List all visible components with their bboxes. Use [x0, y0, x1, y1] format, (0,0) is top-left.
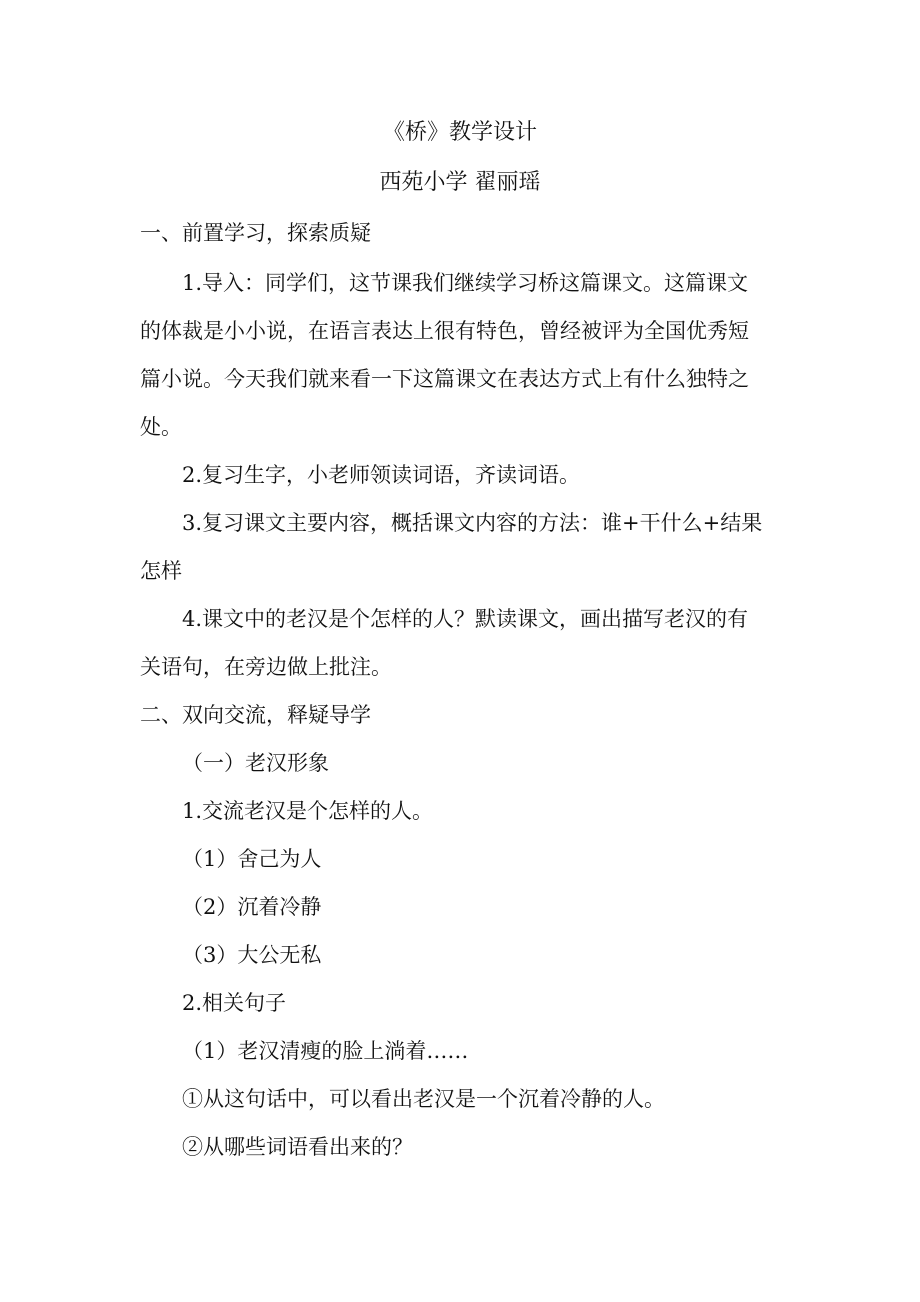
paragraph-4-line-1: 4.课文中的老汉是个怎样的人？默读课文，画出描写老汉的有: [182, 607, 749, 631]
trait-3: （3）大公无私: [182, 943, 322, 967]
paragraph-1-line-1: 1.导入：同学们，这节课我们继续学习桥这篇课文。这篇课文: [182, 271, 749, 295]
section-1-heading: 一、前置学习，探索质疑: [140, 221, 371, 245]
sentence-1: （1）老汉清瘦的脸上淌着……: [182, 1039, 469, 1063]
question-1: ①从这句话中，可以看出老汉是一个沉着冷静的人。: [182, 1087, 665, 1111]
item-2: 2.相关句子: [182, 991, 287, 1015]
section-2-heading: 二、双向交流，释疑导学: [140, 703, 371, 727]
item-1: 1.交流老汉是个怎样的人。: [182, 799, 434, 823]
paragraph-4-line-2: 关语句，在旁边做上批注。: [140, 655, 392, 679]
paragraph-1-line-4: 处。: [140, 415, 182, 439]
trait-2: （2）沉着冷静: [182, 895, 322, 919]
paragraph-3-line-2: 怎样: [140, 559, 182, 583]
subsection-1-heading: （一）老汉形象: [182, 751, 329, 775]
trait-1: （1）舍己为人: [182, 847, 322, 871]
paragraph-1-line-2: 的体裁是小小说，在语言表达上很有特色，曾经被评为全国优秀短: [140, 319, 749, 343]
document-title: 《桥》教学设计: [382, 120, 537, 145]
paragraph-3-line-1: 3.复习课文主要内容，概括课文内容的方法：谁+干什么+结果: [182, 511, 763, 535]
paragraph-1-line-3: 篇小说。今天我们就来看一下这篇课文在表达方式上有什么独特之: [140, 367, 749, 391]
paragraph-2: 2.复习生字，小老师领读词语，齐读词语。: [182, 463, 581, 487]
question-2: ②从哪些词语看出来的？: [182, 1135, 413, 1159]
author-line: 西苑小学 翟丽瑶: [379, 170, 541, 195]
